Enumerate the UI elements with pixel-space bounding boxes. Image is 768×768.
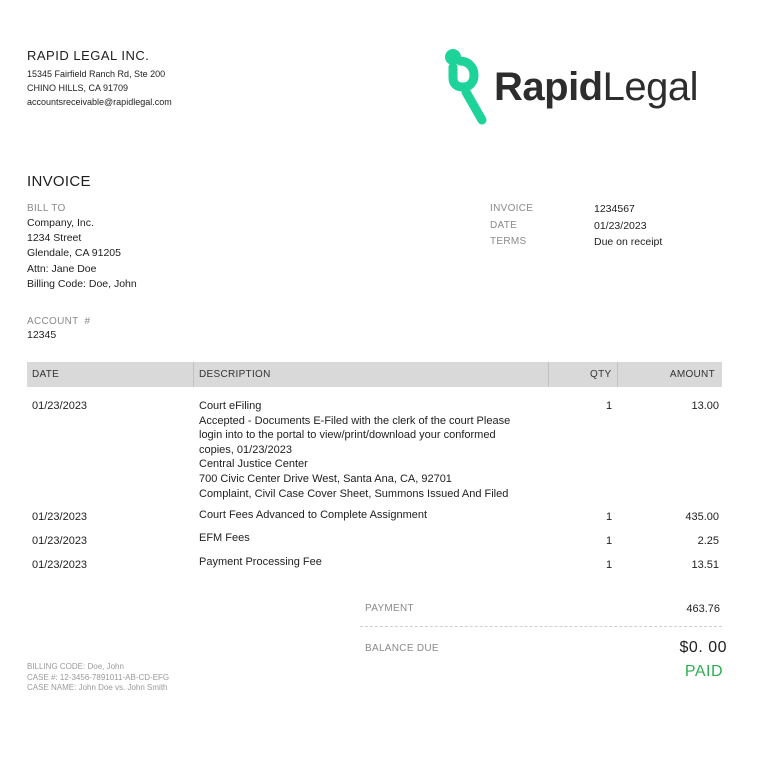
description-line: Accepted - Documents E-Filed with the clerk of the court Please [199, 414, 511, 427]
row-amount: 13.51 [691, 559, 719, 571]
row-qty: 1 [606, 559, 613, 571]
company-name: RAPID LEGAL INC. [27, 48, 150, 63]
invoice-meta-labels [490, 201, 533, 251]
payment-label: PAYMENT [365, 603, 414, 614]
row-date: 01/23/2023 [32, 400, 88, 412]
footer-billing-code: BILLING CODE: Doe, John [27, 662, 124, 671]
bill-to-line: Company, Inc. [27, 217, 94, 229]
row-qty: 1 [606, 400, 613, 412]
row-amount: 2.25 [697, 535, 719, 547]
footer-case-name: CASE NAME: John Doe vs. John Smith [27, 683, 168, 692]
totals-divider [360, 626, 722, 627]
header-description: DESCRIPTION [199, 369, 271, 380]
invoice-number: 1234567 [594, 203, 635, 215]
row-amount: 435.00 [685, 511, 719, 523]
description-line: 700 Civic Center Drive West, Santa Ana, CA, 92701 [199, 472, 452, 485]
description-line: copies, 01/23/2023 [199, 443, 292, 456]
bill-to-line: Glendale, CA 91205 [27, 247, 121, 260]
row-qty: 1 [606, 511, 613, 523]
footer-case-number: CASE #: 12-3456-7891011-AB-CD-EFG [27, 672, 170, 682]
row-date: 01/23/2023 [32, 535, 88, 547]
description-line: Central Justice Center [199, 458, 308, 471]
bill-to-label: BILL TO [27, 203, 66, 214]
company-email: accountsreceivable@rapidlegal.com [27, 97, 172, 107]
invoice-date: 01/23/2023 [594, 219, 647, 232]
balance-due-label: BALANCE DUE [365, 643, 439, 654]
invoice-date-label: DATE [490, 219, 518, 231]
rapid-legal-logo-text [494, 65, 698, 110]
invoice-meta-values [594, 201, 662, 251]
header-qty: QTY [590, 369, 612, 380]
payment-amount: 463.76 [686, 603, 720, 615]
header-date: DATE [32, 369, 60, 380]
header-divider [617, 362, 618, 387]
bill-to-line: 1234 Street [27, 232, 82, 245]
bill-to-address [27, 216, 137, 292]
row-description: Payment Processing Fee [199, 556, 322, 568]
paid-status-badge: PAID [684, 663, 723, 680]
case-info-footer [27, 662, 169, 694]
bill-to-line: Attn: Jane Doe [27, 262, 97, 275]
row-amount: 13.00 [691, 400, 719, 412]
line-items-table-header [27, 362, 722, 387]
balance-due-amount: $0. 00 [679, 639, 727, 656]
bill-to-line: Billing Code: Doe, John [27, 277, 137, 290]
row-description: EFM Fees [199, 532, 250, 544]
invoice-terms-label: TERMS [490, 236, 527, 247]
rapid-legal-logo [442, 45, 732, 130]
invoice-title: INVOICE [27, 173, 91, 190]
invoice-terms: Due on receipt [594, 236, 663, 248]
header-amount: AMOUNT [669, 369, 715, 380]
logo-text-light: Legal [602, 65, 698, 109]
account-label: ACCOUNT # [27, 316, 91, 327]
header-divider [193, 362, 194, 387]
row-date: 01/23/2023 [32, 511, 88, 523]
row-date: 01/23/2023 [32, 559, 88, 571]
description-line: login into to the portal to view/print/download your conformed [199, 429, 496, 442]
description-line: Complaint, Civil Case Cover Sheet, Summons Issued And Filed [199, 487, 509, 500]
row-qty: 1 [606, 535, 613, 547]
row-description [199, 399, 544, 501]
invoice-number-label: INVOICE [490, 203, 534, 214]
company-address-line2: CHINO HILLS, CA 91709 [27, 83, 129, 93]
header-divider [548, 362, 549, 387]
company-address-line1: 15345 Fairfield Ranch Rd, Ste 200 [27, 69, 166, 79]
row-description: Court Fees Advanced to Complete Assignment [199, 509, 428, 521]
logo-text-bold: Rapid [494, 65, 603, 109]
account-number: 12345 [27, 329, 57, 341]
description-line: Court eFiling [199, 400, 262, 412]
rapid-legal-logo-mark-icon [442, 45, 490, 130]
